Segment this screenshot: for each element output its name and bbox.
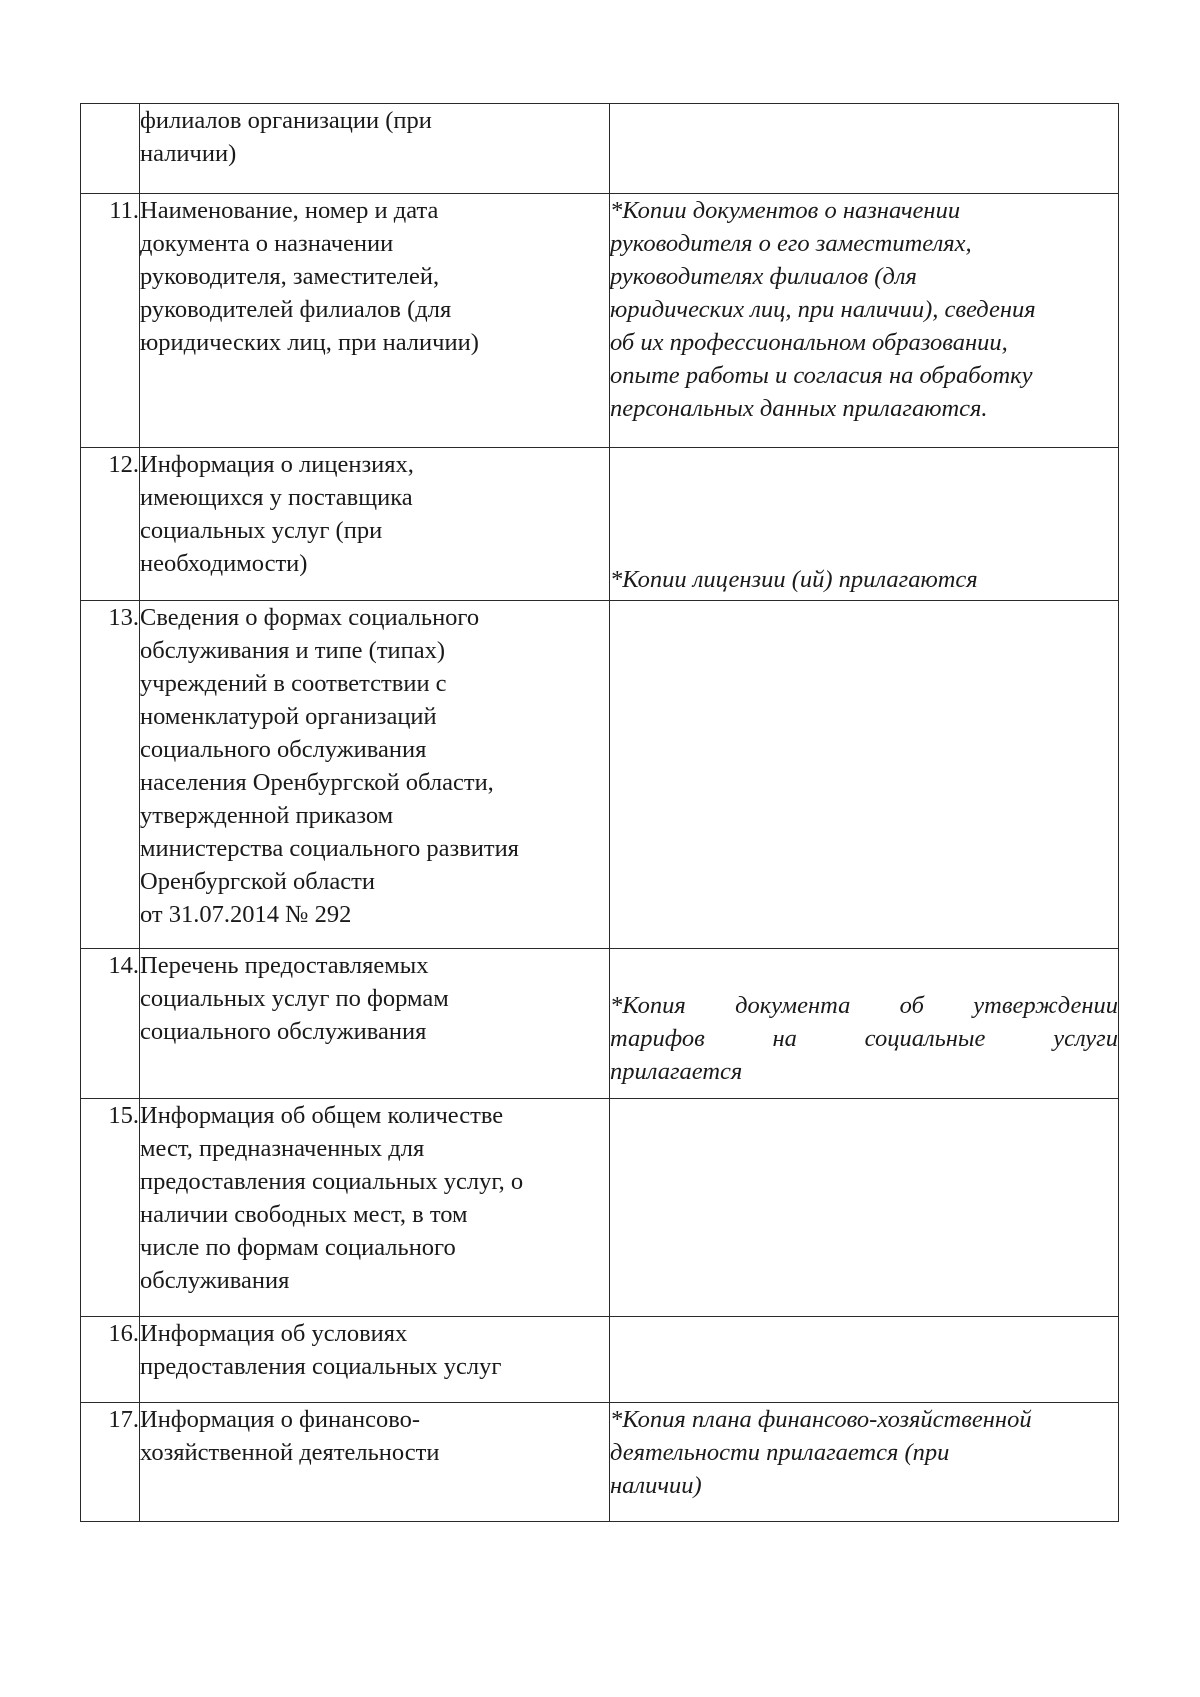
row-note (610, 1099, 1119, 1317)
row-note (610, 601, 1119, 949)
row-note (610, 1317, 1119, 1403)
row-note: *Копия плана финансово-хозяйственной деятельности прилагается (при наличии) (610, 1403, 1119, 1522)
row-number: 13. (81, 601, 140, 949)
row-title: Перечень предоставляемых социальных услуг по формам социального обслуживания (140, 949, 610, 1099)
row-title: филиалов организации (при наличии) (140, 104, 610, 194)
row-number: 16. (81, 1317, 140, 1403)
table-row (81, 104, 1119, 194)
row-note (610, 104, 1119, 194)
row-number: 15. (81, 1099, 140, 1317)
table-row (81, 448, 1119, 601)
table-row (81, 194, 1119, 448)
row-note: *Копия документа об утверждении тарифов на социальные услуги прилагается (610, 949, 1119, 1099)
row-number: 17. (81, 1403, 140, 1522)
row-title: Информация о финансово- хозяйственной деятельности (140, 1403, 610, 1522)
row-title: Информация об условиях предоставления социальных услуг (140, 1317, 610, 1403)
table-row (81, 601, 1119, 949)
row-title: Информация о лицензиях, имеющихся у поставщика социальных услуг (при необходимости) (140, 448, 610, 601)
row-title: Наименование, номер и дата документа о назначении руководителя, заместителей, руководителей филиалов (для юридических лиц, при наличии) (140, 194, 610, 448)
table-row (81, 1099, 1119, 1317)
table-row (81, 1403, 1119, 1522)
row-number: 14. (81, 949, 140, 1099)
row-number: 11. (81, 194, 140, 448)
row-number (81, 104, 140, 194)
table-row (81, 949, 1119, 1099)
row-title: Информация об общем количестве мест, предназначенных для предоставления социальных услуг, о наличии свободных мест, в том числе по формам социального обслуживания (140, 1099, 610, 1317)
table-row (81, 1317, 1119, 1403)
row-note: *Копии лицензии (ий) прилагаются (610, 448, 1119, 601)
row-number: 12. (81, 448, 140, 601)
info-table (80, 103, 1119, 1522)
row-title: Сведения о формах социального обслуживания и типе (типах) учреждений в соответствии с номенклатурой организаций социального обслуживания населения Оренбургской области, утвержденной приказом министерства социального развития Оренбургской области от 31.07.2014 № 292 (140, 601, 610, 949)
row-note: *Копии документов о назначении руководителя о его заместителях, руководителях филиалов (для юридических лиц, при наличии), сведения об их профессиональном образовании, опыте работы и согласия на обработку персональных данных прилагаются. (610, 194, 1119, 448)
